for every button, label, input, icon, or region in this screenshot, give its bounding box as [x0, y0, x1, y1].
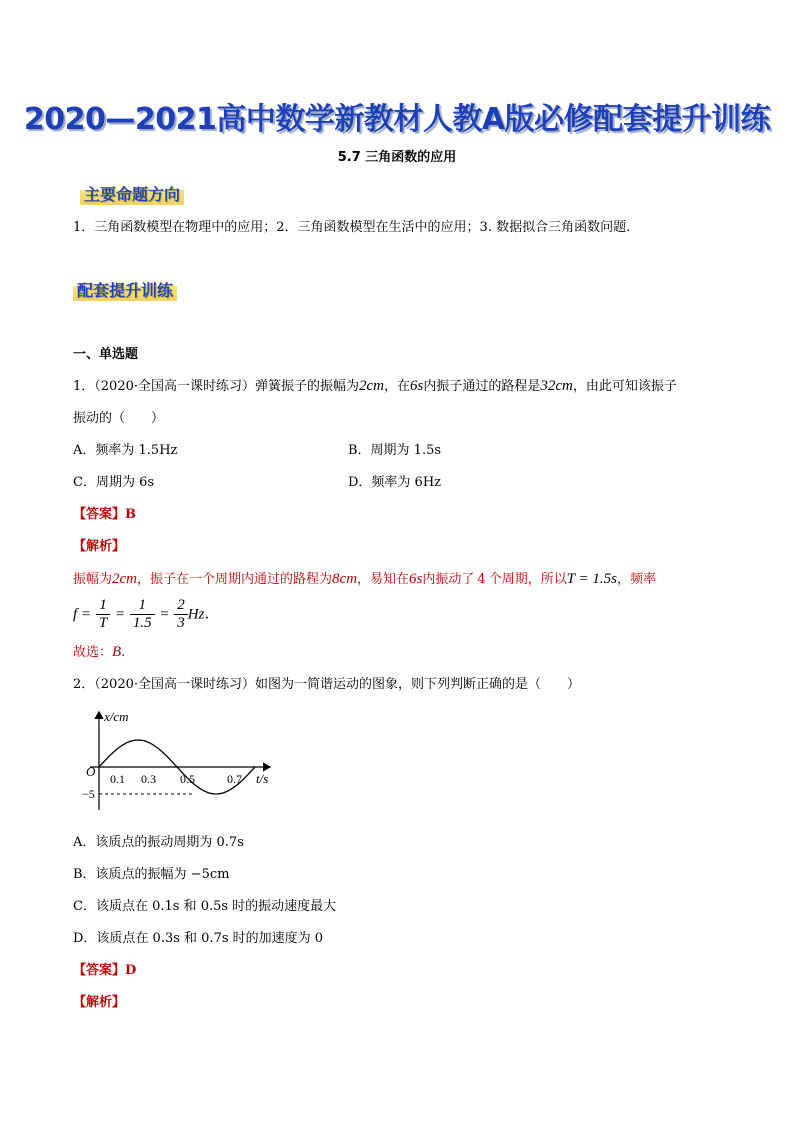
y-axis-label: x/cm	[104, 709, 129, 724]
q2-answer	[73, 962, 136, 980]
fraction-1-num: 1	[96, 597, 110, 615]
question-1-stem-line2: 振动的（ ）	[73, 411, 165, 426]
q1-option-b[interactable]: B．周期为 1.5s	[348, 443, 442, 458]
section-heading-main-direction: 主要命题方向	[80, 182, 184, 205]
formula-eq-2: =	[159, 606, 170, 623]
q1-frequency-formula	[73, 597, 209, 632]
part-heading: 一、单选题	[73, 347, 139, 362]
q1-choose-label: 故选：	[73, 645, 113, 660]
q1-amplitude: 2cm	[359, 378, 384, 394]
q1-choose-end: .	[121, 645, 126, 660]
q2-option-a[interactable]: A．该质点的振动周期为 0.7s	[73, 835, 244, 850]
fraction-2	[130, 597, 155, 632]
lesson-subtitle: 5.7 三角函数的应用	[337, 150, 457, 165]
origin-label: O	[86, 764, 96, 779]
q1-choose-value: B	[112, 644, 122, 660]
fraction-3-den: 3	[177, 615, 185, 631]
q2-option-b[interactable]: B．该质点的振幅为 −5cm	[73, 867, 230, 882]
fraction-2-den: 1.5	[132, 615, 152, 631]
q1-sol-text-b: ，振子在一个周期内通过的路程为	[137, 572, 333, 587]
formula-unit: Hz	[187, 606, 205, 623]
q1-stem-text-d: ，由此可知该振子	[572, 379, 677, 394]
fraction-1	[96, 597, 110, 632]
q1-sol-text-d: 内振动了	[422, 572, 475, 587]
q1-option-a[interactable]: A．频率为 1.5Hz	[73, 443, 178, 458]
q2-option-d[interactable]: D．该质点在 0.3s 和 0.7s 时的加速度为 0	[73, 931, 324, 946]
q1-sol-time: 6s	[409, 571, 423, 587]
q1-stem-text-c: 内振子通过的路程是	[423, 379, 541, 394]
fraction-3	[174, 597, 188, 632]
q1-option-c[interactable]: C．周期为 6s	[73, 475, 155, 490]
q1-sol-amplitude: 2cm	[112, 571, 138, 587]
q1-time: 6s	[410, 378, 424, 394]
q1-analysis-label: 【解析】	[73, 539, 126, 554]
q1-sol-text-f: ，频率	[616, 572, 656, 587]
tick-label-0-3: 0.3	[141, 772, 156, 786]
document-title: 2020—2021高中数学新教材人教A版必修配套提升训练	[23, 102, 771, 137]
q1-option-d[interactable]: D．频率为 6Hz	[348, 475, 442, 490]
q1-answer	[73, 506, 136, 524]
q1-answer-value: B	[125, 507, 137, 522]
fraction-3-num: 2	[174, 597, 188, 615]
q1-sol-distance: 8cm	[332, 571, 358, 587]
q1-sol-text-a: 振幅为	[73, 572, 113, 587]
q1-sol-period: T = 1.5s	[566, 571, 617, 587]
q1-choose	[73, 643, 125, 662]
q1-sol-count: 4	[477, 572, 486, 587]
fraction-2-num: 1	[130, 597, 155, 615]
x-axis-label: t/s	[256, 771, 269, 786]
formula-lhs: f =	[73, 606, 92, 623]
tick-label-0-7: 0.7	[227, 772, 242, 786]
q1-sol-text-c: ，易知在	[357, 572, 410, 587]
tick-label-0-5: 0.5	[180, 772, 195, 786]
q1-stem-text-b: ，在	[384, 379, 411, 394]
q1-solution-line1	[73, 570, 656, 589]
q1-distance: 32cm	[540, 378, 573, 394]
fraction-1-den: T	[98, 615, 108, 631]
tick-label-0-1: 0.1	[110, 772, 125, 786]
q1-answer-label: 【答案】	[73, 507, 126, 522]
formula-eq-1: =	[114, 606, 126, 623]
topics-list: 1．三角函数模型在物理中的应用；2．三角函数模型在生活中的应用；3. 数据拟合三角函数问题.	[73, 220, 631, 235]
section-heading-practice: 配套提升训练	[73, 278, 177, 301]
q2-analysis-label: 【解析】	[73, 995, 126, 1010]
formula-end: .	[204, 604, 210, 623]
min-value-label: −5	[82, 787, 95, 801]
q1-stem-text-a: 1．（2020·全国高一课时练习）弹簧振子的振幅为	[73, 379, 359, 394]
q2-answer-label: 【答案】	[73, 963, 126, 978]
q2-answer-value: D	[125, 963, 137, 978]
question-2-stem: 2．（2020·全国高一课时练习）如图为一简谐运动的图象，则下列判断正确的是（ ）	[73, 677, 580, 692]
shm-graph	[80, 706, 290, 818]
q1-sol-text-e: 个周期，所以	[488, 572, 567, 587]
question-1-stem	[73, 377, 677, 396]
q2-option-c[interactable]: C．该质点在 0.1s 和 0.5s 时的振动速度最大	[73, 899, 337, 914]
